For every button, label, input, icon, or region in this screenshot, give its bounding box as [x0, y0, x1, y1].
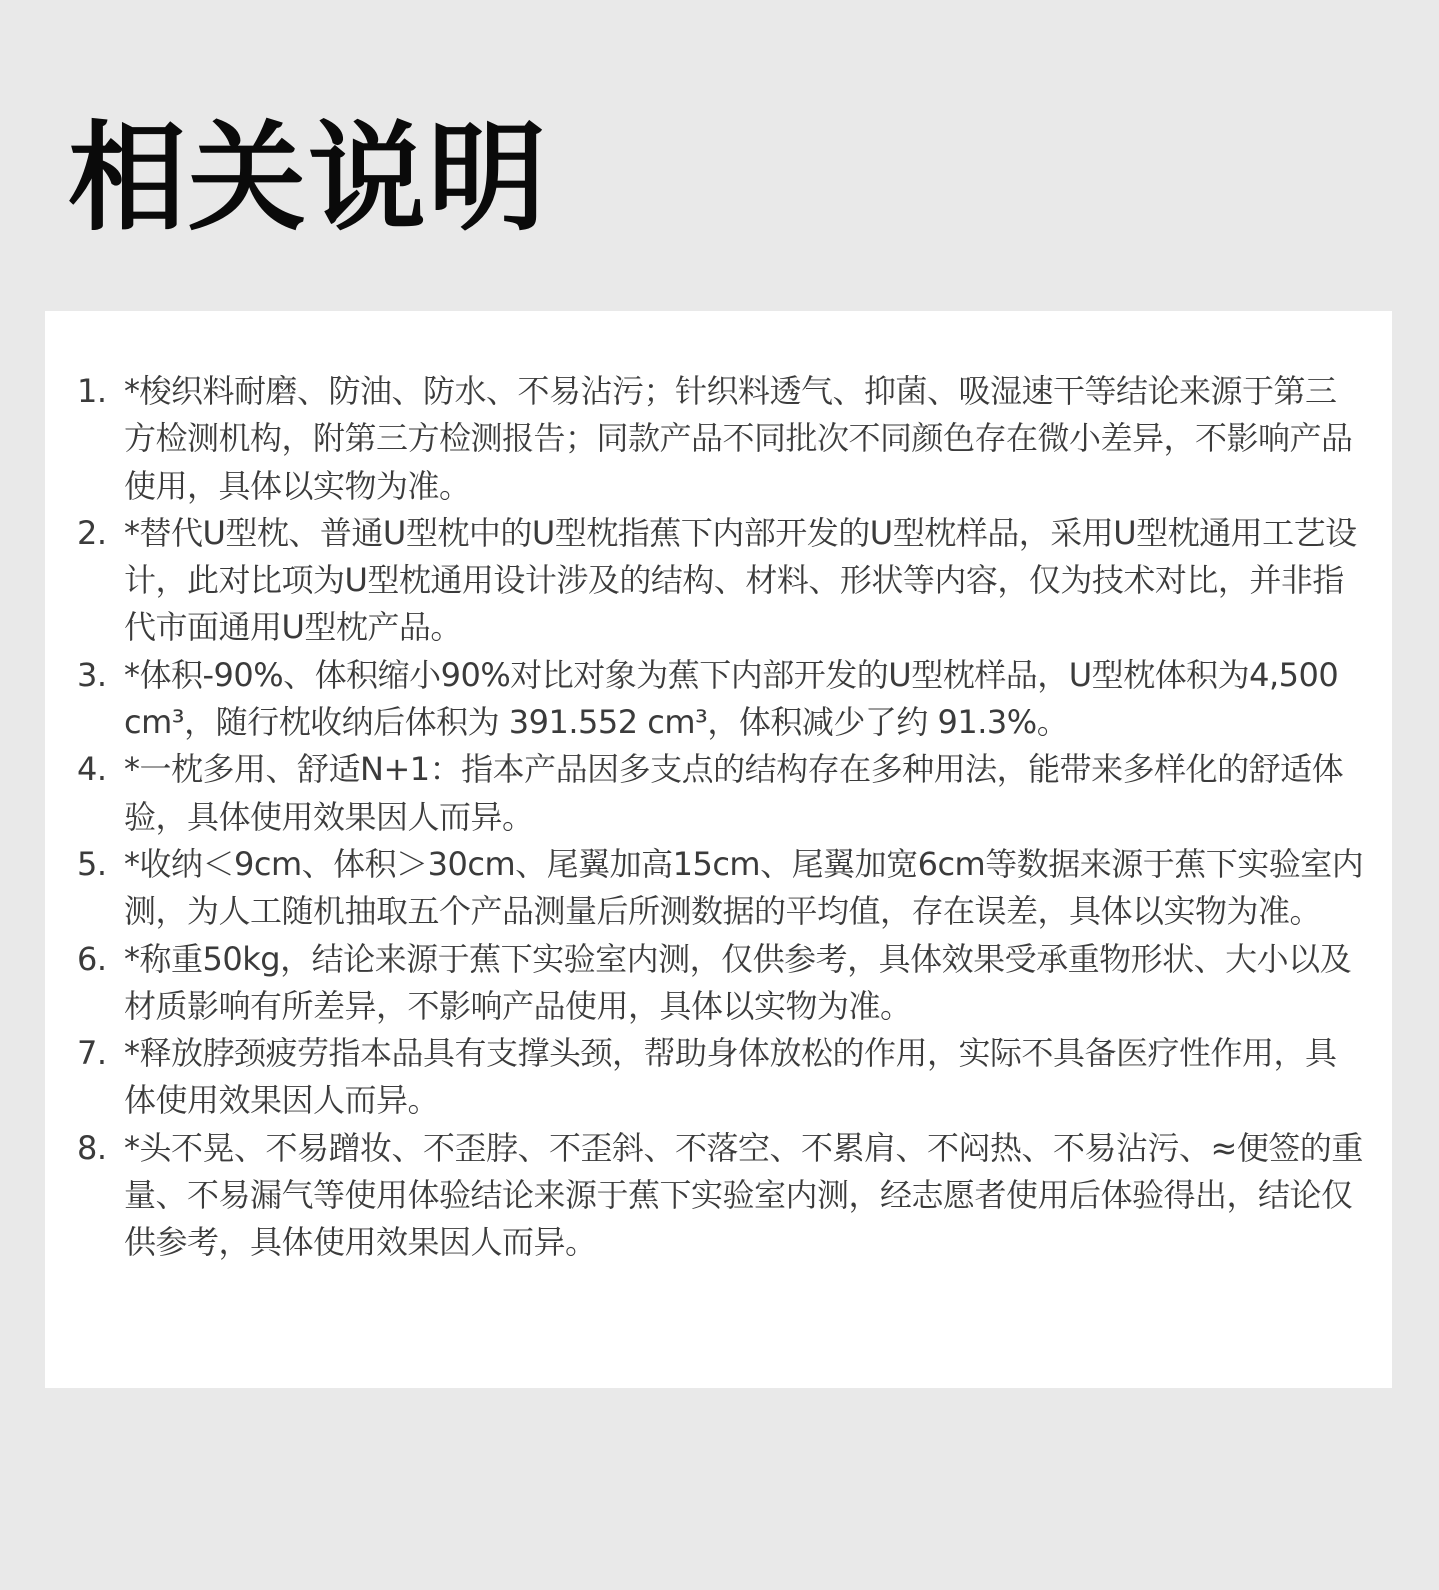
note-text: *释放脖颈疲劳指本品具有支撑头颈，帮助身体放松的作用，实际不具备医疗性作用，具体使用效果因人而异。	[124, 1034, 1337, 1120]
note-number: 5.	[77, 844, 107, 883]
note-item-6	[77, 936, 1367, 1031]
note-item-7	[77, 1030, 1367, 1125]
note-text: *头不晃、不易蹭妆、不歪脖、不歪斜、不落空、不累肩、不闷热、不易沾污、≈便签的重量、不易漏气等使用体验结论来源于蕉下实验室内测，经志愿者使用后体验得出，结论仅供参考，具体使用效果因人而异。	[124, 1128, 1363, 1262]
note-text: *体积-90%、体积缩小90%对比对象为蕉下内部开发的U型枕样品，U型枕体积为4,500 cm³，随行枕收纳后体积为 391.552 cm³，体积减少了约 91.3%。	[124, 655, 1339, 742]
note-number: 6.	[77, 939, 107, 978]
note-item-8	[77, 1125, 1367, 1267]
note-number: 8.	[77, 1128, 107, 1167]
note-text: *替代U型枕、普通U型枕中的U型枕指蕉下内部开发的U型枕样品，采用U型枕通用工艺设计，此对比项为U型枕通用设计涉及的结构、材料、形状等内容，仅为技术对比，并非指代市面通用U型枕产品。	[124, 513, 1357, 647]
note-item-4	[77, 746, 1367, 841]
note-item-2	[77, 510, 1367, 652]
note-text: *收纳＜9cm、体积＞30cm、尾翼加高15cm、尾翼加宽6cm等数据来源于蕉下实验室内测，为人工随机抽取五个产品测量后所测数据的平均值，存在误差，具体以实物为准。	[124, 844, 1364, 931]
note-item-3	[77, 652, 1367, 747]
note-item-5	[77, 841, 1367, 936]
note-text: *一枕多用、舒适N+1：指本产品因多支点的结构存在多种用法，能带来多样化的舒适体验，具体使用效果因人而异。	[124, 750, 1344, 836]
note-number: 3.	[77, 655, 107, 694]
note-text: *梭织料耐磨、防油、防水、不易沾污；针织料透气、抑菌、吸湿速干等结论来源于第三方检测机构，附第三方检测报告；同款产品不同批次不同颜色存在微小差异，不影响产品使用，具体以实物为准。	[124, 372, 1353, 505]
note-text: *称重50kg，结论来源于蕉下实验室内测，仅供参考，具体效果受承重物形状、大小以及材质影响有所差异，不影响产品使用，具体以实物为准。	[124, 939, 1352, 1025]
notes-list	[77, 368, 1367, 1267]
note-number: 7.	[77, 1034, 107, 1073]
note-item-1	[77, 368, 1367, 510]
note-number: 4.	[77, 750, 107, 789]
note-number: 2.	[77, 513, 107, 552]
page-title: 相关说明	[68, 109, 549, 247]
note-number: 1.	[77, 372, 107, 410]
notes-panel	[45, 311, 1392, 1388]
